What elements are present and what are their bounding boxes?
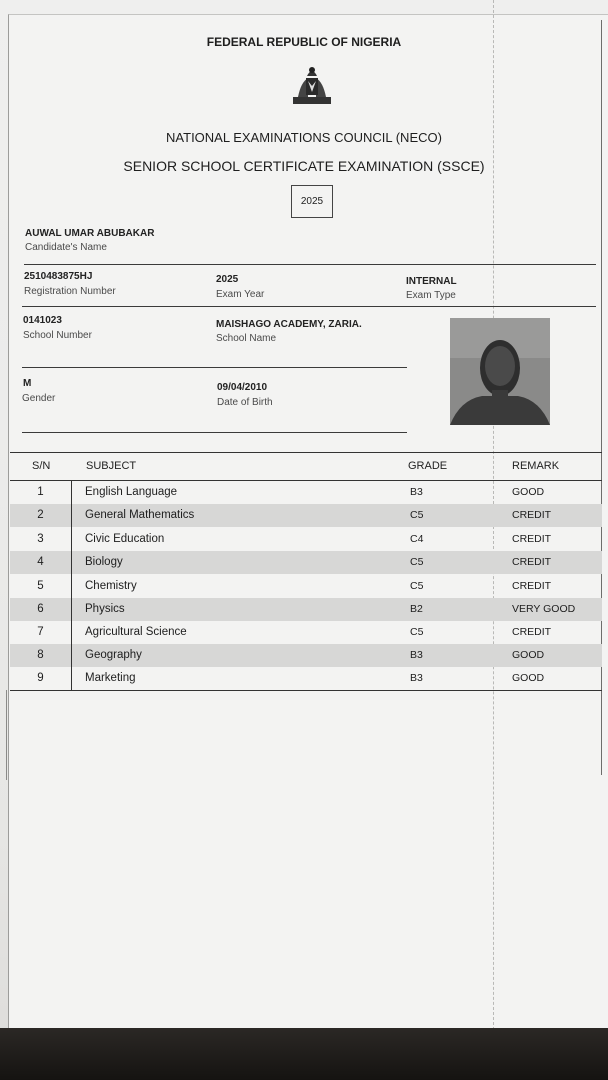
background-shadow xyxy=(0,1028,608,1080)
school-name-label: School Name xyxy=(216,333,277,344)
header-grade: GRADE xyxy=(408,460,448,472)
table-row xyxy=(10,551,602,574)
row-sn: 9 xyxy=(37,672,44,684)
table-row xyxy=(10,528,602,551)
exam-year: 2025 xyxy=(216,274,239,285)
row-sn: 1 xyxy=(37,486,44,498)
row-sn: 4 xyxy=(37,556,44,568)
candidate-photo xyxy=(450,318,550,425)
row-grade: C5 xyxy=(410,626,424,638)
row-remark: CREDIT xyxy=(512,626,552,638)
row-subject: Marketing xyxy=(85,672,136,684)
row-grade: B3 xyxy=(410,649,423,661)
row-sn: 7 xyxy=(37,626,44,638)
exam-type-label: Exam Type xyxy=(406,290,456,301)
table-row xyxy=(10,667,602,690)
row-subject: English Language xyxy=(85,486,178,498)
table-top-border xyxy=(10,452,602,453)
row-subject: Geography xyxy=(85,649,142,661)
school-name: MAISHAGO ACADEMY, ZARIA. xyxy=(216,319,362,330)
header-remark: REMARK xyxy=(512,460,560,472)
row-sn: 6 xyxy=(37,603,44,615)
row-subject: Civic Education xyxy=(85,533,165,545)
row-subject: Chemistry xyxy=(85,580,137,592)
table-bottom-border xyxy=(10,690,602,691)
registration-number-label: Registration Number xyxy=(24,286,116,297)
gender: M xyxy=(23,378,32,389)
header-sn: S/N xyxy=(32,460,51,472)
registration-number: 2510483875HJ xyxy=(24,271,93,282)
school-number-label: School Number xyxy=(23,330,92,341)
table-row xyxy=(10,504,602,527)
row-grade: B3 xyxy=(410,672,423,684)
candidate-name: AUWAL UMAR ABUBAKAR xyxy=(25,228,155,239)
row-remark: CREDIT xyxy=(512,556,552,568)
gender-label: Gender xyxy=(22,393,56,404)
row-remark: CREDIT xyxy=(512,580,552,592)
header-subject: SUBJECT xyxy=(86,460,137,472)
school-number: 0141023 xyxy=(23,315,62,326)
date-of-birth-label: Date of Birth xyxy=(217,397,273,408)
council-title: NATIONAL EXAMINATIONS COUNCIL (NECO) xyxy=(166,130,442,145)
row-remark: GOOD xyxy=(512,649,545,661)
row-remark: GOOD xyxy=(512,486,545,498)
candidate-name-label: Candidate's Name xyxy=(25,242,107,253)
row-grade: C5 xyxy=(410,580,424,592)
row-remark: GOOD xyxy=(512,672,545,684)
sheet-left-border xyxy=(6,690,7,780)
coat-of-arms-icon xyxy=(289,64,335,106)
row-remark: VERY GOOD xyxy=(512,603,576,615)
row-grade: C5 xyxy=(410,556,424,568)
table-column-divider xyxy=(71,481,72,690)
divider xyxy=(22,367,407,368)
table-row xyxy=(10,575,602,598)
row-sn: 2 xyxy=(37,509,44,521)
divider xyxy=(22,432,407,433)
row-grade: C5 xyxy=(410,509,424,521)
row-subject: General Mathematics xyxy=(85,509,195,521)
row-grade: B3 xyxy=(410,486,423,498)
row-subject: Physics xyxy=(85,603,125,615)
date-of-birth: 09/04/2010 xyxy=(217,382,268,393)
table-row xyxy=(10,644,602,667)
row-sn: 3 xyxy=(37,533,44,545)
row-grade: B2 xyxy=(410,603,423,615)
exam-title: SENIOR SCHOOL CERTIFICATE EXAMINATION (SSCE) xyxy=(123,158,485,174)
divider xyxy=(22,306,596,307)
country-title: FEDERAL REPUBLIC OF NIGERIA xyxy=(206,35,402,49)
exam-year-label: Exam Year xyxy=(216,289,265,300)
row-remark: CREDIT xyxy=(512,509,552,521)
row-sn: 5 xyxy=(37,580,44,592)
year-box: 2025 xyxy=(291,185,333,218)
exam-type: INTERNAL xyxy=(406,276,457,287)
divider xyxy=(24,264,596,265)
row-subject: Biology xyxy=(85,556,123,568)
table-row xyxy=(10,621,602,644)
table-row xyxy=(10,598,602,621)
table-row xyxy=(10,481,602,504)
row-remark: CREDIT xyxy=(512,533,552,545)
row-sn: 8 xyxy=(37,649,44,661)
row-subject: Agricultural Science xyxy=(85,626,187,638)
row-grade: C4 xyxy=(410,533,424,545)
